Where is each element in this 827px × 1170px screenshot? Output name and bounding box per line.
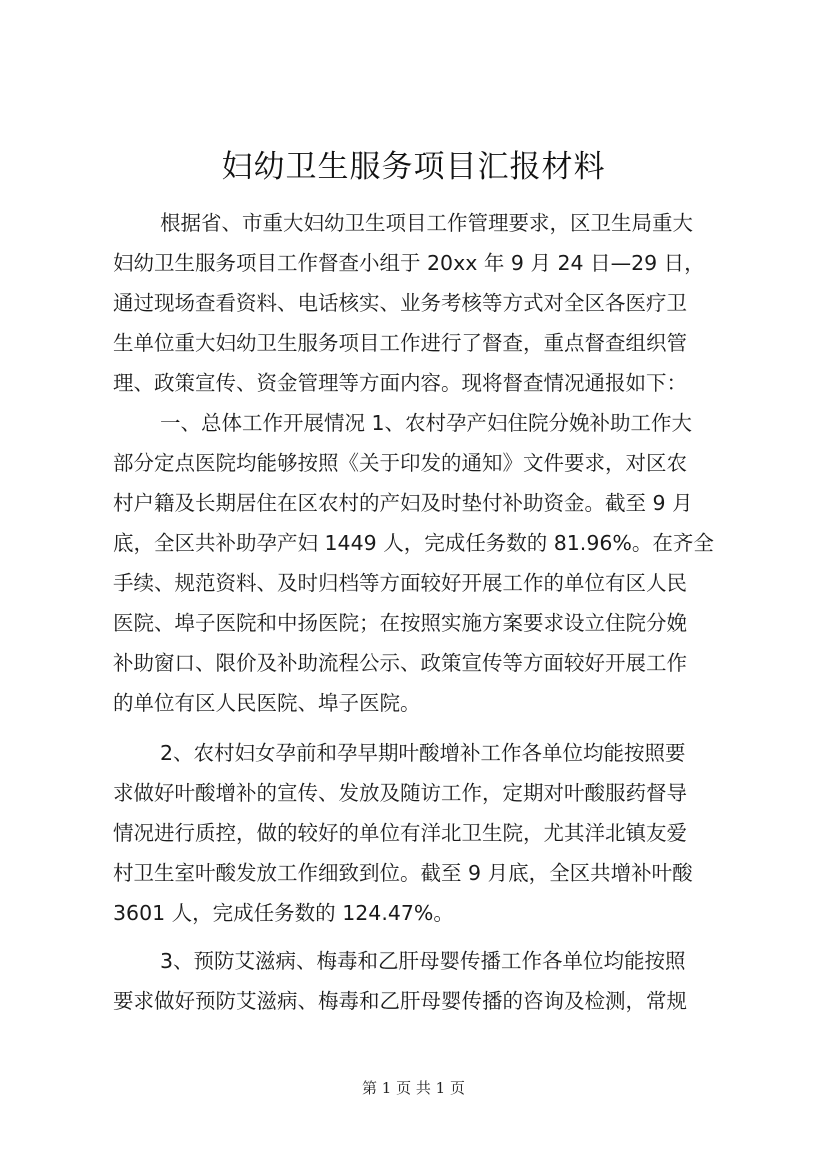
text-line: 3601 人，完成任务数的 124.47%。 [113, 901, 454, 925]
document-title: 妇幼卫生服务项目汇报材料 [221, 149, 606, 185]
text-line: 村卫生室叶酸发放工作细致到位。截至 9 月底，全区共增补叶酸 [113, 861, 693, 885]
text-line: 要求做好预防艾滋病、梅毒和乙肝母婴传播的咨询及检测，常规 [113, 989, 687, 1013]
text-line: 根据省、市重大妇幼卫生项目工作管理要求，区卫生局重大 [160, 211, 693, 235]
text-line: 3、预防艾滋病、梅毒和乙肝母婴传播工作各单位均能按照 [160, 949, 686, 973]
text-line: 的单位有区人民医院、埠子医院。 [113, 691, 421, 715]
text-line: 部分定点医院均能够按照《关于印发的通知》文件要求，对区农 [113, 451, 687, 475]
text-line: 底，全区共补助孕产妇 1449 人，完成任务数的 81.96%。在齐全 [113, 531, 714, 555]
page-number-footer: 第 1 页 共 1 页 [362, 1079, 465, 1097]
text-line: 补助窗口、限价及补助流程公示、政策宣传等方面较好开展工作 [113, 651, 687, 675]
text-line: 情况进行质控，做的较好的单位有洋北卫生院，尤其洋北镇友爱 [113, 821, 687, 845]
text-line: 手续、规范资料、及时归档等方面较好开展工作的单位有区人民 [113, 571, 687, 595]
text-line: 村户籍及长期居住在区农村的产妇及时垫付补助资金。截至 9 月 [113, 491, 693, 515]
text-line: 理、政策宣传、资金管理等方面内容。现将督查情况通报如下： [113, 371, 687, 395]
text-line: 2、农村妇女孕前和孕早期叶酸增补工作各单位均能按照要 [160, 741, 686, 765]
text-line: 通过现场查看资料、电话核实、业务考核等方式对全区各医疗卫 [113, 291, 687, 315]
text-line: 医院、埠子医院和中扬医院；在按照实施方案要求设立住院分娩 [113, 611, 687, 635]
text-line: 妇幼卫生服务项目工作督查小组于 20xx 年 9 月 24 日—29 日， [113, 251, 705, 275]
text-line: 一、总体工作开展情况 1、农村孕产妇住院分娩补助工作大 [160, 411, 693, 435]
text-line: 求做好叶酸增补的宣传、发放及随访工作，定期对叶酸服药督导 [113, 781, 687, 805]
text-line: 生单位重大妇幼卫生服务项目工作进行了督查，重点督查组织管 [113, 331, 687, 355]
